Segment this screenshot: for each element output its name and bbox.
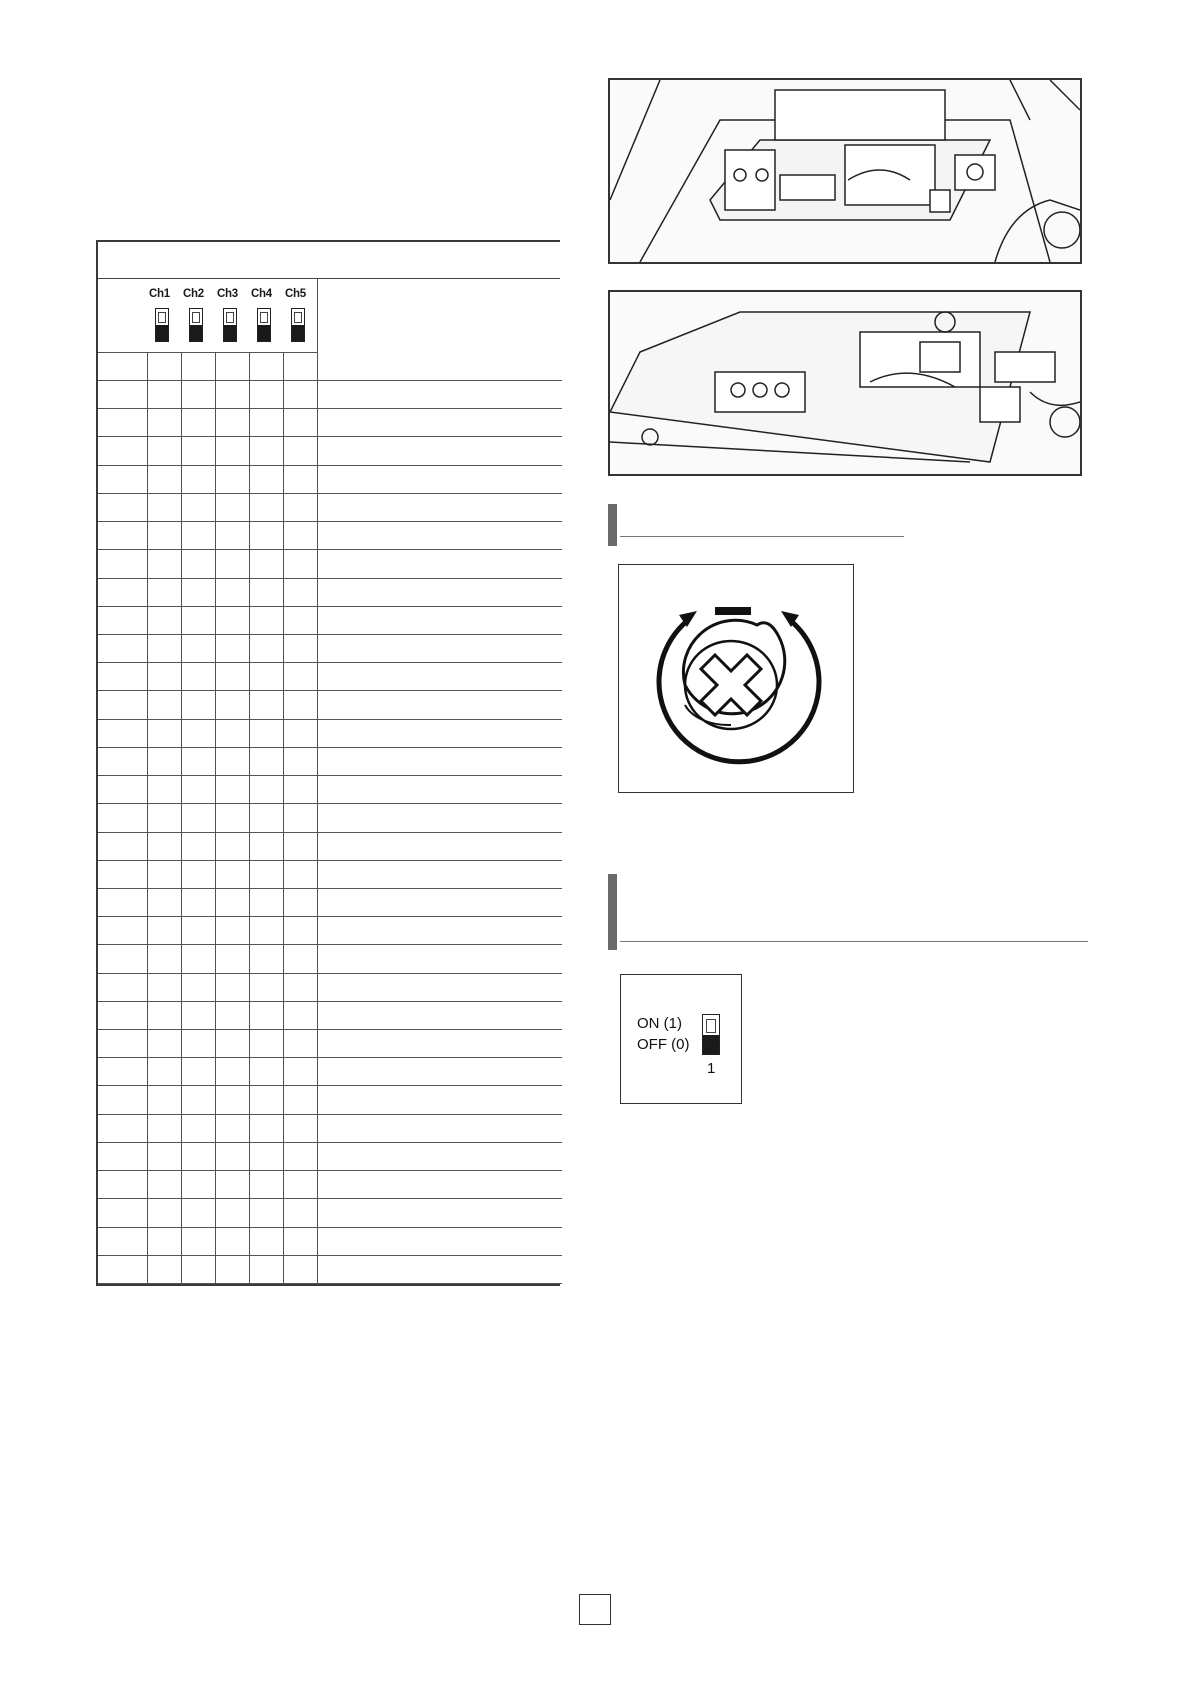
table-row [98,719,562,720]
table-row [98,1085,562,1086]
channel-header-5: Ch5 [285,288,306,300]
board-photo-bottom [608,290,1082,476]
table-row [98,747,562,748]
table-row [98,521,562,522]
table-column-divider [147,352,148,1283]
table-row [98,832,562,833]
on-label: ON (1) [637,1015,682,1032]
board-photo-bottom-drawing [610,292,1080,474]
board-photo-top [608,78,1082,264]
table-row [98,1283,562,1284]
table-row [98,1001,562,1002]
dip-switch-1 [702,1014,720,1055]
dip-switch-legend [620,974,742,1104]
table-row [98,634,562,635]
channel-switch-icon-5 [291,308,305,342]
table-row [98,860,562,861]
section-marker-2 [608,874,617,950]
section-rule-2 [620,941,1088,942]
switch-number: 1 [707,1060,716,1077]
off-label: OFF (0) [637,1036,690,1053]
channel-switch-icon-2 [189,308,203,342]
table-row [98,1255,562,1256]
channel-header-2: Ch2 [183,288,204,300]
table-row [98,944,562,945]
dip-switch-table [96,240,560,1286]
potentiometer-figure [618,564,854,793]
table-column-divider [317,278,318,1283]
potentiometer-icon [619,565,852,791]
channel-switch-icon-3 [223,308,237,342]
table-row [98,1170,562,1171]
channel-header-1: Ch1 [149,288,170,300]
channel-switch-icon-1 [155,308,169,342]
table-row [98,888,562,889]
board-photo-top-drawing [610,80,1080,262]
table-title-row [98,242,560,279]
table-row [98,1198,562,1199]
table-row [98,578,562,579]
table-row [98,803,562,804]
channel-header-3: Ch3 [217,288,238,300]
table-row [98,380,562,381]
table-column-divider [215,352,216,1283]
table-row [98,690,562,691]
table-row [98,606,562,607]
table-row [98,916,562,917]
table-row [98,493,562,494]
page-number-box [579,1594,611,1625]
table-row [98,662,562,663]
section-rule-1 [620,536,904,537]
table-column-divider [283,352,284,1283]
table-row [98,1057,562,1058]
table-column-divider [249,352,250,1283]
table-row [98,1142,562,1143]
table-row [98,1227,562,1228]
table-row [98,973,562,974]
table-column-divider [181,352,182,1283]
header-separator [98,352,317,353]
section-marker-1 [608,504,617,546]
table-row [98,436,562,437]
channel-header-4: Ch4 [251,288,272,300]
table-row [98,408,562,409]
table-row [98,1114,562,1115]
table-row [98,549,562,550]
table-row [98,775,562,776]
channel-switch-icon-4 [257,308,271,342]
table-row [98,1029,562,1030]
table-row [98,465,562,466]
